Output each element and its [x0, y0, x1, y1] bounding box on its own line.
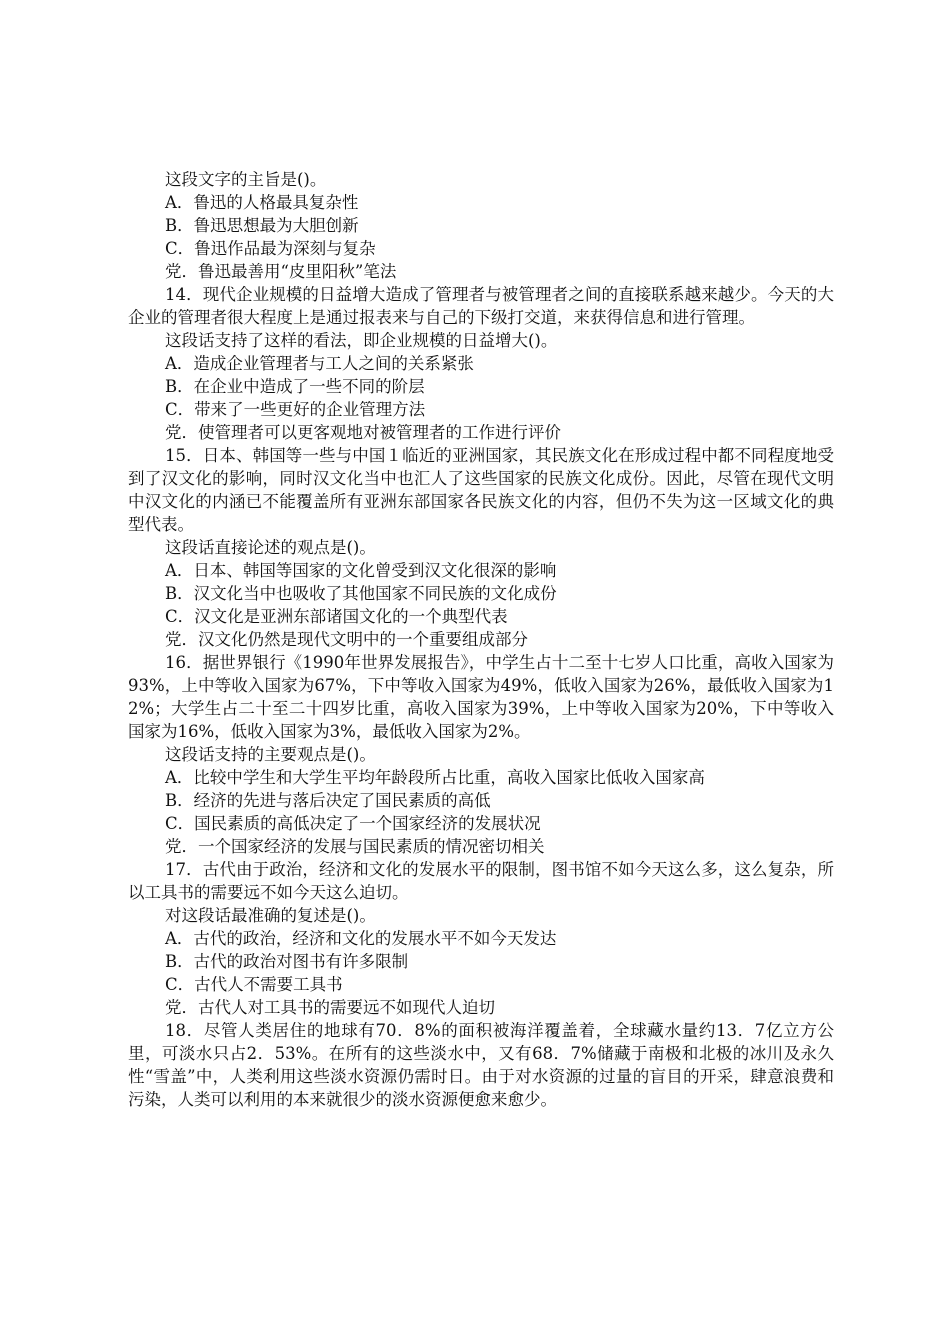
q14-passage: 14．现代企业规模的日益增大造成了管理者与被管理者之间的直接联系越来越少。今天的大企业的管理者很大程度上是通过报表来与自己的下级打交道，来获得信息和进行管理。 [128, 285, 834, 327]
q14-option-d: 党．使管理者可以更客观地对被管理者的工作进行评价 [165, 423, 561, 442]
q13-option-c: C．鲁迅作品最为深刻与复杂 [165, 239, 376, 258]
q14-option-a: A．造成企业管理者与工人之间的关系紧张 [165, 354, 474, 373]
q15-option-b: B．汉文化当中也吸收了其他国家不同民族的文化成份 [165, 584, 557, 603]
q16-option-b: B．经济的先进与落后决定了国民素质的高低 [165, 791, 491, 810]
q15-stem: 这段话直接论述的观点是()。 [165, 538, 376, 557]
q17-stem: 对这段话最准确的复述是()。 [165, 906, 376, 925]
q16-stem: 这段话支持的主要观点是()。 [165, 745, 376, 764]
q17-option-b: B．古代的政治对图书有许多限制 [165, 952, 409, 971]
q14-option-b: B．在企业中造成了一些不同的阶层 [165, 377, 425, 396]
q13-option-b: B．鲁迅思想最为大胆创新 [165, 216, 359, 235]
q17-option-c: C．古代人不需要工具书 [165, 975, 343, 994]
q17-option-a: A．古代的政治，经济和文化的发展水平不如今天发达 [165, 929, 557, 948]
q16-option-c: C．国民素质的高低决定了一个国家经济的发展状况 [165, 814, 541, 833]
q13-stem: 这段文字的主旨是()。 [165, 170, 327, 189]
document-page [128, 168, 834, 1111]
q15-passage: 15．日本、韩国等一些与中国１临近的亚洲国家，其民族文化在形成过程中都不同程度地受到了汉文化的影响，同时汉文化当中也汇人了这些国家的民族文化成份。因此，尽管在现代文明中汉文化的内涵已不能覆盖所有亚洲东部国家各民族文化的内容，但仍不失为这一区域文化的典型代表。 [128, 446, 834, 534]
q16-option-a: A．比较中学生和大学生平均年龄段所占比重，高收入国家比低收入国家高 [165, 768, 705, 787]
q16-passage: 16．据世界银行《1990年世界发展报告》，中学生占十二至十七岁人口比重，高收入国家为93%，上中等收入国家为67%，下中等收入国家为49%，低收入国家为26%，最低收入国家为12%；大学生占二十至二十四岁比重，高收入国家为39%，上中等收入国家为20%，下中等收入国家为16%，低收入国家为3%，最低收入国家为2%。 [128, 653, 834, 741]
q15-option-c: C．汉文化是亚洲东部诸国文化的一个典型代表 [165, 607, 508, 626]
q13-option-d: 党．鲁迅最善用“皮里阳秋”笔法 [165, 262, 397, 281]
q17-passage: 17．古代由于政治，经济和文化的发展水平的限制，图书馆不如今天这么多，这么复杂，所以工具书的需要远不如今天这么迫切。 [128, 860, 834, 902]
q14-option-c: C．带来了一些更好的企业管理方法 [165, 400, 426, 419]
q15-option-a: A．日本、韩国等国家的文化曾受到汉文化很深的影响 [165, 561, 557, 580]
q16-option-d: 党．一个国家经济的发展与国民素质的情况密切相关 [165, 837, 545, 856]
q17-option-d: 党．古代人对工具书的需要远不如现代人迫切 [165, 998, 495, 1017]
q13-option-a: A．鲁迅的人格最具复杂性 [165, 193, 359, 212]
q18-passage: 18．尽管人类居住的地球有70．8%的面积被海洋覆盖着，全球藏水量约13．7亿立方公里，可淡水只占2．53%。在所有的这些淡水中，又有68．7%储藏于南极和北极的冰川及永久性“雪盖”中，人类利用这些淡水资源仍需时日。由于对水资源的过量的盲目的开采，肆意浪费和污染，人类可以利用的本来就很少的淡水资源便愈来愈少。 [128, 1021, 834, 1109]
q14-stem: 这段话支持了这样的看法，即企业规模的日益增大()。 [165, 331, 558, 350]
q15-option-d: 党．汉文化仍然是现代文明中的一个重要组成部分 [165, 630, 528, 649]
